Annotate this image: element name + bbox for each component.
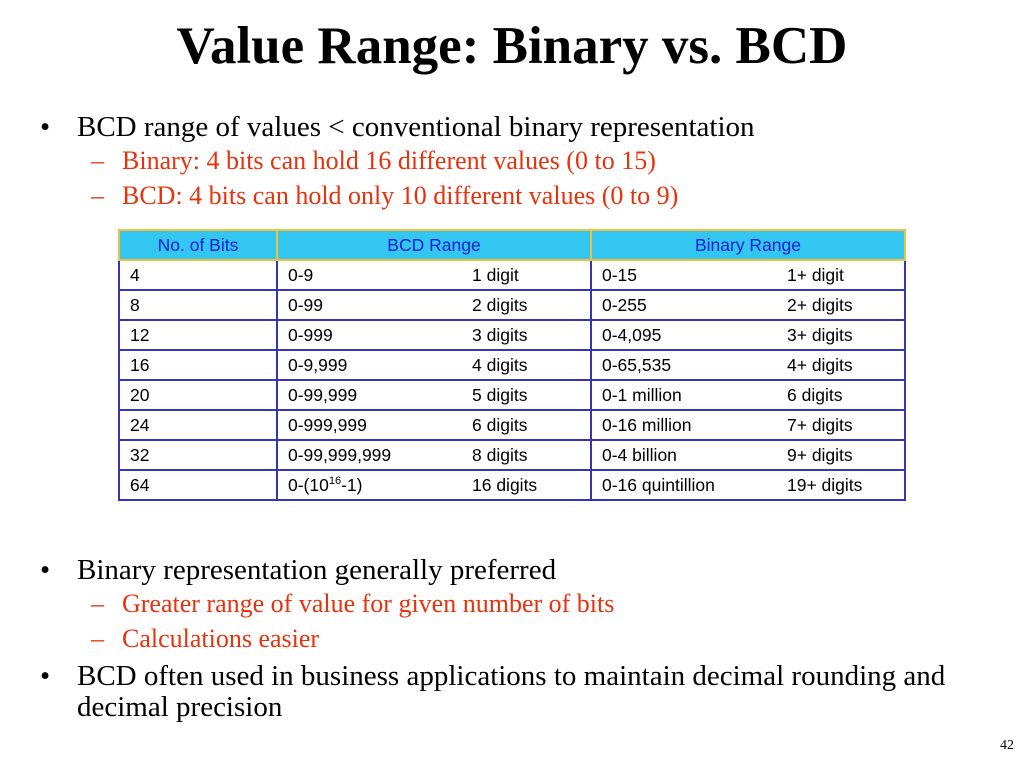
cell-bcd-digits: 5 digits (462, 380, 591, 410)
bullet-dot-icon: • (40, 111, 51, 143)
dash-icon: – (91, 146, 104, 175)
dash-icon: – (91, 589, 104, 618)
top-bullet-list (40, 112, 997, 213)
cell-binary-range: 0-1 million (591, 380, 777, 410)
cell-bcd-digits: 16 digits (462, 470, 591, 500)
sub-bullet-item (40, 586, 997, 621)
table-row (119, 440, 905, 470)
cell-bits: 20 (119, 380, 277, 410)
cell-binary-digits: 4+ digits (777, 350, 905, 380)
cell-bcd-digits: 3 digits (462, 320, 591, 350)
cell-binary-range: 0-15 (591, 260, 777, 290)
cell-bcd-range: 0-9,999 (277, 350, 462, 380)
page-number: 42 (1000, 738, 1014, 753)
cell-binary-range: 0-255 (591, 290, 777, 320)
cell-bits: 12 (119, 320, 277, 350)
cell-bcd-range: 0-99,999 (277, 380, 462, 410)
cell-bits: 16 (119, 350, 277, 380)
bcd-range-exponent: 16 (328, 474, 342, 487)
cell-binary-digits: 7+ digits (777, 410, 905, 440)
cell-bits: 32 (119, 440, 277, 470)
cell-bits: 4 (119, 260, 277, 290)
bullet-text: Binary representation generally preferred (77, 554, 557, 586)
bullet-dot-icon: • (40, 554, 51, 586)
cell-bcd-digits: 2 digits (462, 290, 591, 320)
cell-binary-digits: 1+ digit (777, 260, 905, 290)
header-bcd-range: BCD Range (277, 230, 591, 260)
bcd-range-prefix: 0-(10 (288, 474, 329, 495)
cell-bcd-range: 0-99,999,999 (277, 440, 462, 470)
range-table-container (118, 229, 906, 501)
cell-bcd-range (277, 470, 462, 500)
slide-title: Value Range: Binary vs. BCD (176, 17, 848, 75)
cell-binary-digits: 9+ digits (777, 440, 905, 470)
sub-bullet-item (40, 143, 997, 178)
cell-binary-digits: 3+ digits (777, 320, 905, 350)
sub-bullet-item (40, 178, 997, 213)
cell-bits: 8 (119, 290, 277, 320)
cell-binary-range: 0-65,535 (591, 350, 777, 380)
sub-bullet-text: Binary: 4 bits can hold 16 different values (0 to 15) (122, 146, 656, 175)
bullet-text: BCD range of values < conventional binary representation (77, 111, 755, 143)
range-table (118, 229, 906, 501)
table-row (119, 260, 905, 290)
table-row (119, 410, 905, 440)
cell-binary-range: 0-16 million (591, 410, 777, 440)
table-row (119, 290, 905, 320)
bcd-range-suffix: -1) (341, 474, 363, 495)
cell-bcd-digits: 4 digits (462, 350, 591, 380)
table-row (119, 380, 905, 410)
dash-icon: – (91, 624, 104, 653)
sub-bullet-text: BCD: 4 bits can hold only 10 different values (0 to 9) (122, 181, 679, 210)
bullet-text: BCD often used in business applications to maintain decimal rounding and decimal precision (77, 660, 946, 723)
cell-binary-digits: 6 digits (777, 380, 905, 410)
dash-icon: – (91, 181, 104, 210)
table-row (119, 320, 905, 350)
cell-binary-range: 0-4,095 (591, 320, 777, 350)
bullet-item (40, 661, 997, 723)
table-body (119, 260, 905, 500)
cell-bcd-range: 0-999,999 (277, 410, 462, 440)
table-row (119, 350, 905, 380)
cell-bcd-range: 0-9 (277, 260, 462, 290)
sub-bullet-item (40, 621, 997, 656)
sub-bullet-text: Greater range of value for given number of bits (122, 589, 615, 618)
cell-binary-digits: 19+ digits (777, 470, 905, 500)
cell-bcd-range: 0-999 (277, 320, 462, 350)
cell-bcd-digits: 8 digits (462, 440, 591, 470)
cell-bcd-digits: 6 digits (462, 410, 591, 440)
table-row (119, 470, 905, 500)
cell-bcd-range: 0-99 (277, 290, 462, 320)
cell-binary-range: 0-4 billion (591, 440, 777, 470)
header-no-of-bits: No. of Bits (119, 230, 277, 260)
bullet-dot-icon: • (40, 660, 51, 692)
sub-bullet-text: Calculations easier (122, 624, 320, 653)
cell-binary-range: 0-16 quintillion (591, 470, 777, 500)
cell-bcd-digits: 1 digit (462, 260, 591, 290)
table-header-row (119, 230, 905, 260)
header-binary-range: Binary Range (591, 230, 905, 260)
cell-bits: 24 (119, 410, 277, 440)
bullet-item (40, 112, 997, 143)
bottom-bullet-list (40, 555, 997, 723)
cell-bits: 64 (119, 470, 277, 500)
bullet-item (40, 555, 997, 586)
cell-binary-digits: 2+ digits (777, 290, 905, 320)
